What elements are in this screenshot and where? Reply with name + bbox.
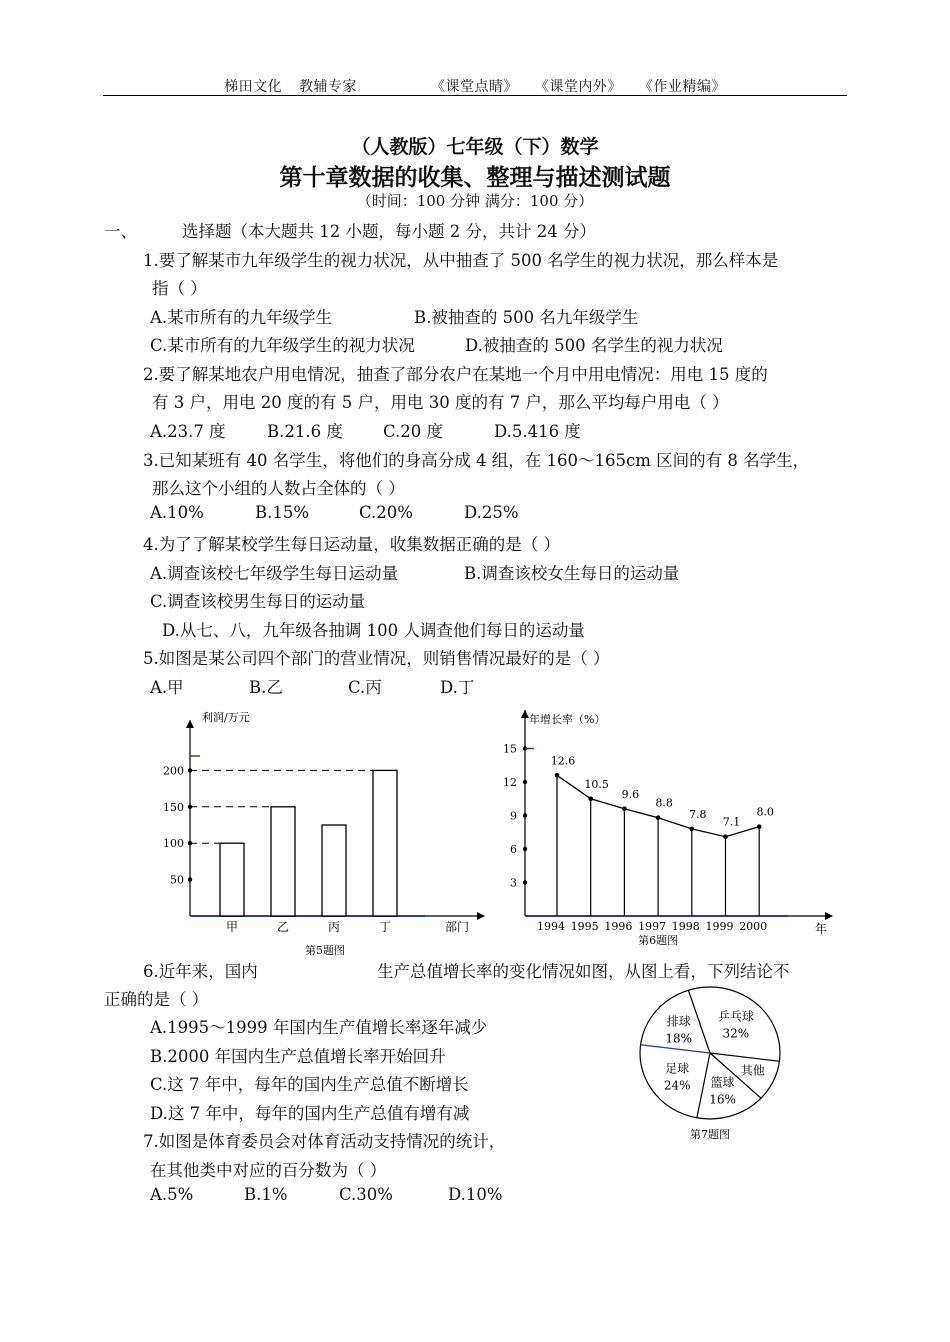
option-b: B.21.6 度 xyxy=(267,422,343,441)
exam-meta: （时间：100 分钟 满分：100 分） xyxy=(356,192,594,210)
book-title: 《课堂点睛》 xyxy=(430,79,518,95)
y-tick-label: 150 xyxy=(163,800,184,814)
option-d: D.25% xyxy=(464,503,519,522)
option-a: A.23.7 度 xyxy=(150,422,226,441)
x-tick-label: 1995 xyxy=(570,920,599,933)
y-tick-label: 200 xyxy=(163,764,184,778)
option-a: A.甲 xyxy=(150,678,184,697)
y-tick-label: 12 xyxy=(503,776,517,789)
data-point xyxy=(555,773,560,778)
chart-caption: 第5题图 xyxy=(305,944,345,957)
data-label: 7.8 xyxy=(689,807,707,821)
question-2-cont: 有 3 户，用电 20 度的有 5 户，用电 30 度的有 7 户，那么平均每户用电（ ） xyxy=(152,393,729,412)
option-a: A.5% xyxy=(150,1185,194,1204)
data-point xyxy=(690,827,695,832)
slice-label: 排球 xyxy=(666,1014,691,1029)
y-tick-dot xyxy=(188,877,192,881)
question-6: 6.近年来，国内 xyxy=(143,962,258,981)
x-tick-label: 甲 xyxy=(225,920,239,934)
x-axis-arrow xyxy=(825,912,833,920)
slice-percent: 32% xyxy=(722,1026,750,1041)
slice-label: 其他 xyxy=(740,1063,765,1078)
chart-caption: 第6题图 xyxy=(638,934,679,947)
y-tick-label: 6 xyxy=(510,843,517,856)
option-c: C.丙 xyxy=(348,678,382,697)
bar xyxy=(322,825,346,916)
data-label: 10.5 xyxy=(584,777,609,791)
option-b: B.15% xyxy=(255,503,310,522)
question-7: 7.如图是体育委员会对体育活动支持情况的统计， xyxy=(143,1132,506,1151)
question-6-cont: 正确的是（ ） xyxy=(104,990,209,1009)
question-2: 2.要了解某地农户用电情况，抽查了部分农户在某地一个月中用电情况：用电 15 度的 xyxy=(143,365,768,384)
option-d: D.10% xyxy=(448,1185,503,1204)
section-number: 一、 xyxy=(104,222,137,241)
x-tick-label: 1997 xyxy=(638,920,667,933)
publisher-name: 梯田文化 xyxy=(224,79,283,95)
book-title: 《课堂内外》 xyxy=(534,79,622,95)
option-c: C.20% xyxy=(359,503,413,522)
option-b: B.被抽查的 500 名九年级学生 xyxy=(414,308,639,327)
page-title: 第十章数据的收集、整理与描述测试题 xyxy=(279,164,671,191)
x-tick-label: 1994 xyxy=(537,920,565,933)
option-b: B.乙 xyxy=(249,678,283,697)
option-c: C.某市所有的九年级学生的视力状况 xyxy=(150,336,415,355)
y-tick-dot xyxy=(523,847,527,851)
question-5: 5.如图是某公司四个部门的营业情况，则销售情况最好的是（ ） xyxy=(143,649,610,668)
bar xyxy=(220,843,244,916)
option-b: B.调查该校女生每日的运动量 xyxy=(464,564,680,583)
slice-label: 乒乓球 xyxy=(717,1009,754,1024)
y-axis-label: 利润/万元 xyxy=(202,711,250,724)
chart-caption: 第7题图 xyxy=(690,1128,730,1141)
option-d: D.丁 xyxy=(440,678,475,697)
slice-percent: 18% xyxy=(665,1031,693,1046)
data-label: 12.6 xyxy=(550,754,576,768)
y-tick-dot xyxy=(523,780,527,784)
page-header xyxy=(0,76,950,96)
option-c: C.这 7 年中，每年的国内生产总值不断增长 xyxy=(150,1075,469,1094)
publisher-tagline: 教辅专家 xyxy=(299,79,358,95)
data-point xyxy=(757,824,762,829)
bar-chart-q5 xyxy=(150,700,495,960)
y-axis-arrow xyxy=(521,710,529,718)
y-tick-label: 100 xyxy=(163,837,184,851)
option-a: A.某市所有的九年级学生 xyxy=(150,308,333,327)
data-label: 8.8 xyxy=(655,796,673,810)
option-d: D.被抽查的 500 名学生的视力状况 xyxy=(465,336,723,355)
question-1-cont: 指（ ） xyxy=(152,279,207,298)
slice-percent: 24% xyxy=(663,1078,691,1093)
x-axis-label: 年 xyxy=(815,922,828,936)
x-tick-label: 丁 xyxy=(378,920,392,934)
x-axis-arrow xyxy=(477,912,485,920)
option-a: A.10% xyxy=(150,503,204,522)
bar xyxy=(271,807,295,916)
question-3-cont: 那么这个小组的人数占全体的（ ） xyxy=(152,479,405,498)
y-tick-label: 9 xyxy=(510,809,517,823)
data-point xyxy=(656,815,661,820)
pie-chart-q7 xyxy=(630,985,790,1150)
option-d: D.这 7 年中，每年的国内生产总值有增有减 xyxy=(150,1104,470,1123)
slice-label: 篮球 xyxy=(710,1075,735,1090)
option-d: D.从七、八，九年级各抽调 100 人调查他们每日的运动量 xyxy=(162,621,585,640)
x-tick-label: 1999 xyxy=(705,920,734,933)
question-3: 3.已知某班有 40 名学生，将他们的身高分成 4 组，在 160～165cm 区间的有 8 名学生， xyxy=(143,451,810,470)
bar xyxy=(373,770,397,916)
y-tick-label: 3 xyxy=(510,876,517,890)
option-a: A.1995～1999 年国内生产值增长率逐年减少 xyxy=(150,1018,488,1037)
question-6-rest: 生产总值增长率的变化情况如图，从图上看，下列结论不 xyxy=(377,962,790,981)
question-1: 1.要了解某市九年级学生的视力状况，从中抽查了 500 名学生的视力状况，那么样本是 xyxy=(143,251,779,270)
edition-title: （人教版）七年级（下）数学 xyxy=(351,136,599,158)
question-7-cont: 在其他类中对应的百分数为（ ） xyxy=(150,1161,387,1180)
section-heading: 选择题（本大题共 12 小题，每小题 2 分，共计 24 分） xyxy=(182,222,596,241)
book-title: 《作业精编》 xyxy=(638,79,726,95)
y-axis-label: 年增长率（%） xyxy=(529,713,606,726)
slice-percent: 16% xyxy=(709,1092,736,1107)
option-c: C.30% xyxy=(339,1185,393,1204)
data-point xyxy=(723,834,728,839)
y-tick-label: 15 xyxy=(503,742,517,756)
data-label: 8.0 xyxy=(756,805,774,819)
y-tick-dot xyxy=(523,813,527,817)
x-tick-label: 1998 xyxy=(671,920,700,933)
data-label: 9.6 xyxy=(621,787,640,801)
x-tick-label: 丙 xyxy=(327,920,341,934)
data-point xyxy=(588,796,593,801)
header-divider xyxy=(103,95,847,96)
x-tick-label: 乙 xyxy=(276,920,290,934)
line-chart-q6 xyxy=(495,700,845,960)
data-point xyxy=(622,807,627,812)
x-axis-label: 部门 xyxy=(445,920,470,934)
y-axis-arrow xyxy=(186,720,194,728)
option-a: A.调查该校七年级学生每日运动量 xyxy=(150,564,399,583)
y-tick-dot xyxy=(523,880,527,884)
y-tick-label: 50 xyxy=(170,873,184,887)
option-d: D.5.416 度 xyxy=(494,422,581,441)
data-label: 7.1 xyxy=(722,815,741,829)
x-tick-label: 1996 xyxy=(604,920,633,933)
option-c: C.调查该校男生每日的运动量 xyxy=(150,592,366,611)
option-b: B.1% xyxy=(244,1185,288,1204)
option-c: C.20 度 xyxy=(383,422,444,441)
option-b: B.2000 年国内生产总值增长率开始回升 xyxy=(150,1047,446,1066)
x-tick-label: 2000 xyxy=(739,920,768,933)
slice-label: 足球 xyxy=(665,1061,690,1076)
question-4: 4.为了了解某校学生每日运动量，收集数据正确的是（ ） xyxy=(143,535,560,554)
